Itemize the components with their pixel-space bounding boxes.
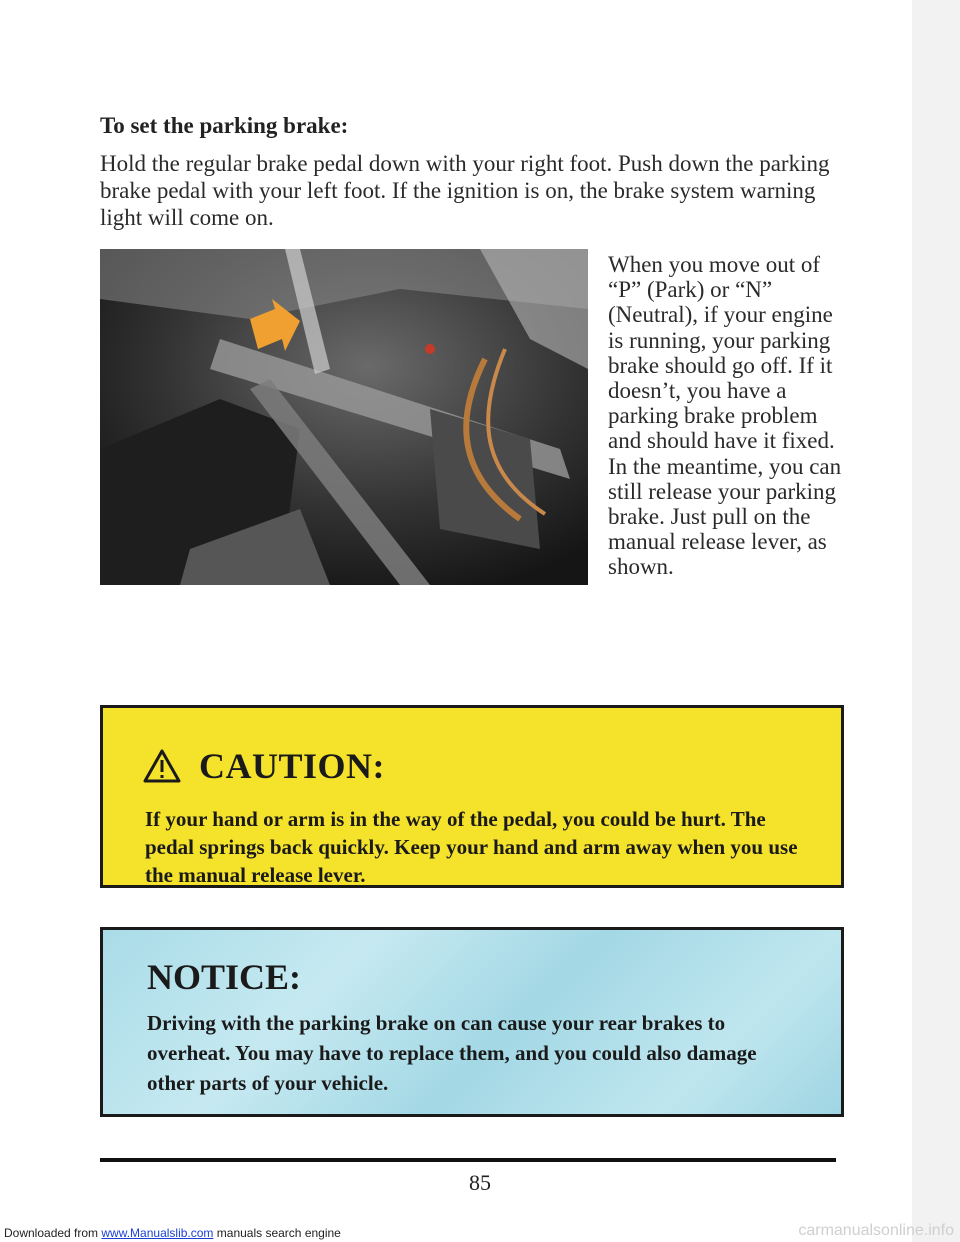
caution-body: If your hand or arm is in the way of the pedal, you could be hurt. The pedal springs back quickly. Keep your hand and arm away when you use the manual release lever. [145, 807, 798, 887]
footer-prefix: Downloaded from [4, 1226, 102, 1240]
page-number: 85 [469, 1170, 491, 1195]
notice-title: NOTICE: [147, 957, 302, 997]
download-footer [4, 1226, 341, 1240]
caution-title: CAUTION: [199, 746, 386, 786]
manualslib-link[interactable]: www.Manualslib.com [101, 1226, 214, 1240]
notice-body: Driving with the parking brake on can cause your rear brakes to overheat. You may have to replace them, and you could also damage other parts of your vehicle. [147, 1011, 757, 1095]
watermark: carmanualsonline.info [798, 1222, 954, 1239]
parking-brake-photo [100, 249, 588, 585]
warning-triangle-icon [143, 749, 181, 783]
notice-box [100, 927, 844, 1117]
footer-rule [100, 1158, 836, 1162]
side-paragraph: When you move out of “P” (Park) or “N” (Neutral), if your engine is running, your parking brake should go off. If it doesn’t, you have a parking brake problem and should have it fixed. In the meantime, you can still release your parking brake. Just pull on the manual release lever, as shown. [608, 252, 842, 580]
intro-paragraph: Hold the regular brake pedal down with your right foot. Push down the parking brake pedal with your left foot. If the ignition is on, the brake system warning light will come on. [100, 151, 830, 230]
page-edge [912, 0, 960, 1242]
caution-heading [143, 745, 385, 787]
caution-box [100, 705, 844, 888]
footer-suffix: manuals search engine [213, 1226, 341, 1240]
section-heading: To set the parking brake: [100, 113, 349, 138]
